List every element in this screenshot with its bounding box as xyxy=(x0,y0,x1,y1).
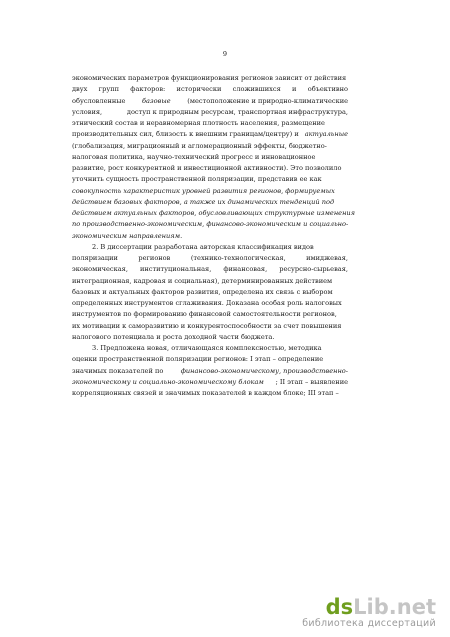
text-line xyxy=(72,73,348,84)
text-fragment: корреляционных связей и значимых показателей в каждом блоке; III этап – xyxy=(72,389,339,397)
text-line xyxy=(72,298,348,309)
text-line xyxy=(72,343,348,354)
text-fragment: налоговая политика, научно-технический прогресс и инновационное xyxy=(72,152,316,161)
text-fragment: развитие, рост конкурентной и инвестиционной активности). Это позволило xyxy=(72,164,342,172)
text-line xyxy=(72,366,348,377)
text-fragment: исторически xyxy=(176,85,222,94)
text-fragment: факторов: xyxy=(130,85,166,94)
text-line xyxy=(72,152,348,163)
text-fragment: доступ к природным ресурсам, транспортная инфраструктура, xyxy=(126,107,348,116)
text-fragment: налогового потенциала и роста доходной части бюджета. xyxy=(72,332,275,341)
text-fragment: обусловленные xyxy=(72,96,126,105)
document-body xyxy=(72,73,356,399)
italic-fragment: экономическим направлениям. xyxy=(72,231,183,240)
text-line xyxy=(72,253,348,264)
logo-lib: Lib xyxy=(353,595,389,619)
text-line xyxy=(72,197,348,208)
italic-fragment: совокупность характеристик уровней развития регионов, формируемых xyxy=(72,186,335,195)
logo-net: net xyxy=(396,595,436,619)
text-line xyxy=(72,354,348,365)
text-fragment: инструментов по формированию финансовой самостоятельности регионов, xyxy=(72,310,337,319)
text-fragment: двух xyxy=(72,85,88,94)
text-line xyxy=(72,287,348,298)
text-fragment: оценки пространственной поляризации регионов: I этап – определение xyxy=(72,355,324,364)
text-fragment: ресурсно-сырьевая, xyxy=(279,265,348,274)
text-line xyxy=(72,174,348,185)
text-fragment: 3. Предложена новая, отличающаяся комплексностью, методика xyxy=(92,344,322,352)
text-fragment: институциональная, xyxy=(139,265,212,274)
text-fragment: групп xyxy=(98,85,120,94)
italic-fragment: по производственно-экономическим, финансово-экономическим и социально- xyxy=(72,220,349,229)
text-fragment: интеграционная, кадровая и социальная), детерминированных действием xyxy=(72,276,333,285)
text-line xyxy=(72,163,348,174)
logo-ds: ds xyxy=(325,595,354,619)
text-fragment: ; II этап – выявление xyxy=(275,377,348,386)
text-fragment: финансовая, xyxy=(223,265,268,274)
text-fragment: определенных инструментов сглаживания. Доказана особая роль налоговых xyxy=(72,299,342,307)
text-fragment: экономическая, xyxy=(72,265,128,274)
text-line xyxy=(72,141,348,152)
text-line xyxy=(72,276,348,287)
text-fragment: (технико-технологическая, xyxy=(190,254,286,262)
text-line xyxy=(72,186,348,197)
text-fragment: этнический состав и неравномерная плотность населения, размещение xyxy=(72,119,325,127)
italic-fragment: действием базовых факторов, а также их динамических тенденций под xyxy=(72,197,335,206)
italic-fragment: экономическому и социально-экономическому блокам xyxy=(72,377,264,386)
text-fragment: базовых и актуальных факторов развития, определена их связь с выбором xyxy=(72,287,333,296)
dslib-watermark[interactable] xyxy=(302,596,436,629)
text-line xyxy=(72,118,348,129)
text-line xyxy=(72,219,348,230)
dslib-logo xyxy=(302,596,436,618)
text-line xyxy=(72,388,348,399)
text-fragment: объективно xyxy=(307,85,348,94)
text-fragment: 2. В диссертации разработана авторская классификация видов xyxy=(92,242,314,251)
text-fragment: регионов xyxy=(138,254,171,262)
text-fragment: экономических параметров функционирования регионов зависит от действия xyxy=(72,74,347,82)
text-fragment: значимых показателей по xyxy=(72,366,164,375)
text-line xyxy=(72,321,348,332)
text-line xyxy=(72,377,348,388)
text-line xyxy=(72,107,348,118)
text-line xyxy=(72,129,348,140)
text-line xyxy=(72,242,348,253)
watermark-subtitle: библиотека диссертаций xyxy=(302,618,436,629)
text-line xyxy=(72,208,356,219)
text-fragment: имиджевая, xyxy=(306,254,348,262)
text-fragment: производительных сил, близость к внешним границам/центру) и xyxy=(72,130,299,139)
text-fragment: сложившихся xyxy=(232,85,281,94)
text-fragment: поляризации xyxy=(72,254,118,262)
text-line xyxy=(72,309,348,320)
italic-fragment: актуальные xyxy=(304,130,348,139)
text-fragment: их мотивации к саморазвитию и конкурентоспособности за счет повышения xyxy=(72,321,342,330)
logo-dot: . xyxy=(388,595,397,619)
italic-fragment: действием актуальных факторов, обусловливающих структурные изменения xyxy=(72,209,356,217)
text-line xyxy=(72,96,348,107)
text-fragment: уточнить сущность пространственной поляризации, представив ее как xyxy=(72,175,322,184)
italic-fragment: базовые xyxy=(142,96,171,105)
text-fragment: (глобализация, миграционный и агломерационный эффекты, бюджетно- xyxy=(72,141,327,150)
text-line xyxy=(72,231,348,242)
text-line xyxy=(72,84,348,95)
text-fragment: и xyxy=(292,85,297,94)
text-fragment: условия, xyxy=(72,107,103,116)
page-number: 9 xyxy=(222,50,228,58)
text-line xyxy=(72,332,348,343)
text-fragment: (местоположение и природно-климатические xyxy=(187,96,348,105)
italic-fragment: финансово-экономическому, производственно- xyxy=(180,366,348,375)
text-line xyxy=(72,264,348,275)
